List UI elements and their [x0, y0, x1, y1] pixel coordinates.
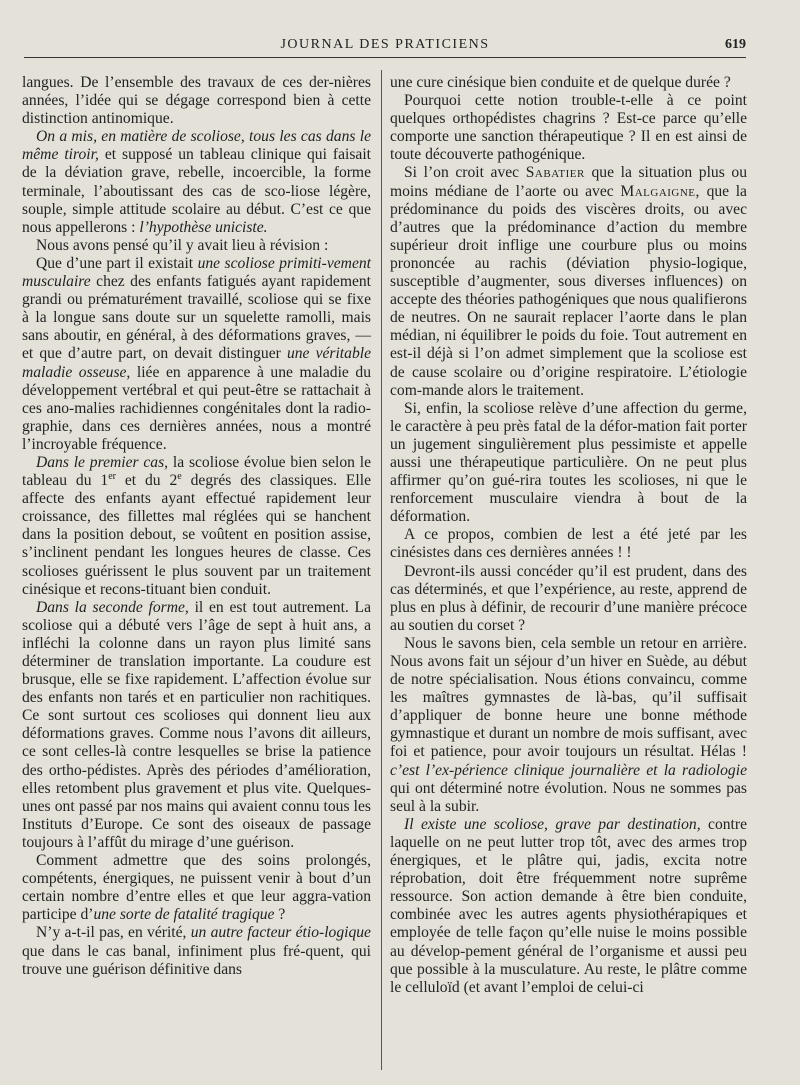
emphasis-text: l’hypothèse uniciste.: [139, 218, 268, 236]
text-run: il en est tout autrement. La scoliose qui a débuté vers l’âge de sept à huit ans, a infléchi la colonne dans un rayon plus limité sans déterminer de translation importante. La coudure est brusque, elle se fixe rapidement. L’affection évolue sur des enfants non tarés et en particulier non rachitiques. Ce sont surtout ces scolioses qui donnent lieu aux déformations graves. Comme nous l’avons dit ailleurs, ce sont celles-là contre lesquelles se brise la patience des ortho-pédistes. Après des périodes d’amélioration, elles retombent plus gravement et plus vite. Quelques-unes ont passé par nos mains qui avaient connu tous les Instituts d’Europe. Ce sont des oiseaux de passage toujours à l’affût du mirage d’une guérison.: [22, 598, 372, 851]
text-run: Nous avons pensé qu’il y avait lieu à révision :: [36, 236, 329, 254]
paragraph: [390, 92, 747, 164]
paragraph: [390, 526, 747, 562]
text-run: Si l’on croit avec: [404, 164, 526, 182]
text-run: Devront-ils aussi concéder qu’il est prudent, dans des cas déterminés, et que l’expérience, au reste, apprend de plus en plus à définir, de recourir d’une manière précoce au soutien du corset ?: [390, 562, 747, 634]
emphasis-text: Il existe une scoliose, grave par destination,: [404, 815, 701, 833]
paragraph: [390, 74, 747, 92]
paragraph: [22, 255, 371, 454]
right-column: [390, 74, 747, 1074]
paragraph: [22, 924, 371, 978]
text-run: et du 2: [115, 472, 178, 490]
emphasis-text: une véritable maladie osseuse,: [22, 345, 371, 381]
text-run: langues. De l’ensemble des travaux de ces der-nières années, l’idée qui se dégage correspond bien à cette distinction antinomique.: [22, 74, 371, 128]
text-run: er: [108, 470, 116, 482]
text-run: que dans le cas banal, infiniment plus fré-quent, qui trouve une guérison définitive dans: [22, 942, 371, 978]
author-name: Sabatier: [525, 164, 585, 182]
text-run: contre laquelle on ne peut lutter trop tôt, avec des armes trop énergiques, et le plâtre qui, jadis, excita notre réprobation, doit être fréquemment notre suprême ressource. Son action demande à être bien conduite, combinée avec les autres agents physiothérapiques et employée de telle façon qu’elle nuise le moins possible au dévelop-pement général de l’organisme et aussi peu que possible à la musculature. Au reste, le plâtre comme le celluloïd (et avant l’emploi de celui-ci: [390, 815, 747, 996]
page-header: [24, 33, 746, 58]
text-run: Comment admettre que des soins prolongés, compétents, énergiques, ne puissent venir à bout d’un certain nombre d’entre elles et que leur aggra-vation participe d’: [22, 852, 371, 924]
paragraph: [22, 128, 371, 237]
text-run: Que d’une part il existait: [36, 254, 198, 272]
text-run: liée en apparence à une maladie du développement vertébral et qui peut-être se rattachait à ces ano-malies rachidiennes congénitales dont la radio-graphie, dans ces dernières années, nous a montré l’incroyable fréquence.: [22, 363, 371, 453]
paragraph: [22, 454, 371, 599]
paragraph: [22, 599, 371, 852]
text-run: que la situation plus ou moins médiane de l’aorte ou avec: [390, 164, 748, 200]
emphasis-text: un autre facteur étio-logique: [190, 924, 371, 942]
text-run: degrés des classiques. Elle affecte des enfants ayant effectué rapidement leur croissance, des fillettes mal réglées qui se hanchent dans la position debout, se voûtent en position assise, s’inclinent pendant les longues heures de classe. Ces scolioses guérissent le plus souvent par un traitement cinésique et recons-tituant bien conduit.: [22, 472, 371, 598]
text-run: Nous le savons bien, cela semble un retour en arrière. Nous avons fait un séjour d’un hiver en Suède, au début de notre spécialisation. Nous étions convaincu, comme les maîtres gymnastes de là-bas, qu’il suffisait d’appliquer de bonne heure une bonne méthode gymnastique et durant un nombre de mois suffisant, avec foi et patience, pour avoir toujours un résultat. Hélas !: [390, 634, 747, 761]
paragraph: [22, 237, 371, 255]
paragraph: [390, 400, 747, 527]
text-run: qui ont déterminé notre évolution. Nous ne sommes pas seul à la subir.: [390, 779, 747, 815]
paragraph: [22, 74, 371, 128]
running-title: JOURNAL DES PRATICIENS: [280, 37, 490, 52]
text-run: chez des enfants fatigués ayant rapidement grandi ou prématurément travaillé, scoliose qui se fixe à la longue sans doute sur un squelette ramolli, mais sans aboutir, en général, à des déformations graves, — et que d’autre part, on devait distinguer: [22, 273, 371, 363]
paragraph: [390, 164, 747, 399]
text-run: la scoliose évolue bien selon le tableau du 1: [22, 453, 371, 490]
text-run: et supposé un tableau clinique qui faisait de la déviation grave, rebelle, incoercible, la forme terminale, l’aboutissant des cas de sco-liose légère, souple, simple attitude scolaire au début. C’est ce que nous appellerons :: [22, 146, 371, 236]
paragraph: [390, 563, 747, 635]
paragraph: [390, 816, 747, 997]
text-run: une cure cinésique bien conduite et de quelque durée ?: [390, 74, 731, 91]
author-name: Malgaigne,: [620, 182, 700, 200]
column-divider: [381, 70, 382, 1070]
text-run: que la prédominance du poids des viscères droits, ou avec d’autres que la prédominance d’action du membre supérieur droit inflige une courbure plus ou moins prononcée au rachis (déviation physio-logique, susceptible d’augmenter, sous diverses influences) on accepte des théories pathogéniques que nous qualifierons de neutres. On ne saurait replacer l’aorte dans le plan médian, ni équilibrer le poids du foie. Tout autrement en est-il déjà si l’on admet simplement que la scoliose est de cause scolaire ou d’origine respiratoire. L’étiologie com-mande alors le traitement.: [390, 182, 747, 399]
paragraph: [22, 852, 371, 924]
text-run: Pourquoi cette notion trouble-t-elle à ce point quelques orthopédistes chagrins ? Est-ce parce qu’elle comporte une sanction thérapeutique ? Il en est ainsi de toute découverte pathogénique.: [390, 92, 747, 164]
text-run: e: [177, 470, 182, 482]
paragraph: [390, 635, 747, 816]
page-number: 619: [725, 37, 746, 52]
text-run: Si, enfin, la scoliose relève d’une affection du germe, le caractère à peu près fatal de la défor-mation fait porter un jugement singulièrement plus pessimiste et appelle aussi une thérapeutique particulière. On ne peut plus affirmer qu’on gué-rira toutes les scolioses, ni que le renforcement musculaire viendra à bout de la déformation.: [390, 399, 747, 526]
emphasis-text: On a mis, en matière de scoliose, tous les cas dans le même tiroir,: [22, 128, 371, 164]
emphasis-text: une sorte de fatalité tragique: [93, 906, 275, 924]
emphasis-text: c’est l’ex-périence clinique journalière et la radiologie: [390, 761, 747, 779]
left-column: [22, 74, 371, 1074]
text-run: A ce propos, combien de lest a été jeté par les cinésistes dans ces dernières années ! !: [390, 526, 747, 562]
text-run: ?: [274, 906, 286, 924]
emphasis-text: Dans la seconde forme,: [36, 598, 189, 616]
text-run: N’y a-t-il pas, en vérité,: [36, 924, 191, 942]
emphasis-text: une scoliose primiti-vement musculaire: [22, 254, 371, 291]
emphasis-text: Dans le premier cas,: [36, 453, 169, 471]
